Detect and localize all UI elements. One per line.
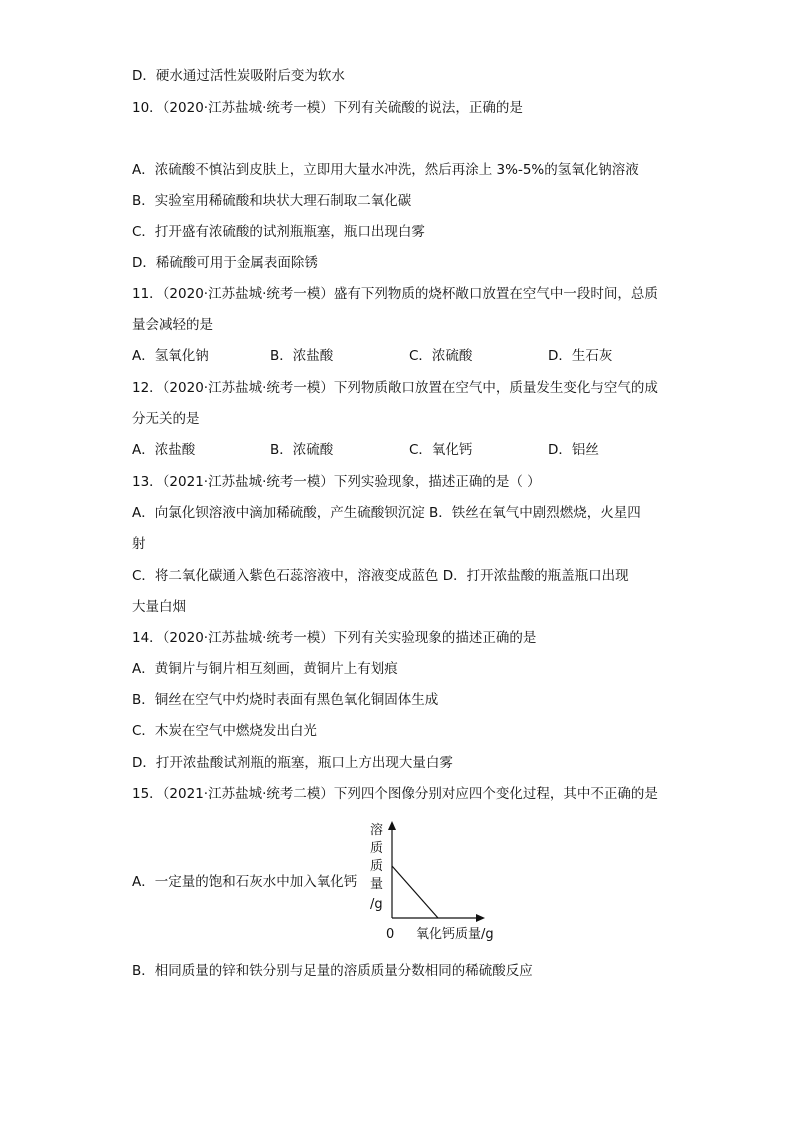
q12-stem-line2: 分无关的是 <box>132 411 200 427</box>
q11-option-b: B．浓盐酸 <box>270 348 334 364</box>
q15-graph-a <box>358 818 508 946</box>
y-label-char-5: /g <box>370 897 383 912</box>
origin-label: 0 <box>386 927 395 942</box>
y-label-char-4: 量 <box>370 877 384 892</box>
q14-option-c: C．木炭在空气中燃烧发出白光 <box>132 723 317 739</box>
q10-stem: 10．（2020·江苏盐城·统考一模）下列有关硫酸的说法，正确的是 <box>132 100 523 116</box>
q13-stem: 13．（2021·江苏盐城·统考一模）下列实验现象，描述正确的是（ ） <box>132 474 541 490</box>
x-axis-arrow-icon <box>476 914 485 922</box>
q11-option-c: C．浓硫酸 <box>409 348 473 364</box>
q12-option-b: B．浓硫酸 <box>270 442 334 458</box>
q12-option-d: D．铝丝 <box>548 442 599 458</box>
y-label-char-2: 质 <box>370 841 384 856</box>
q14-option-b: B．铜丝在空气中灼烧时表面有黑色氧化铜固体生成 <box>132 692 439 708</box>
q11-option-a: A．氢氧化钠 <box>132 348 209 364</box>
q12-stem-line1: 12．（2020·江苏盐城·统考一模）下列物质敞口放置在空气中，质量发生变化与空气的成 <box>132 380 658 396</box>
q15-option-b: B．相同质量的锌和铁分别与足量的溶质质量分数相同的稀硫酸反应 <box>132 963 533 979</box>
q11-stem-line2: 量会减轻的是 <box>132 317 213 333</box>
q12-option-a: A．浓盐酸 <box>132 442 196 458</box>
q14-option-d: D．打开浓盐酸试剂瓶的瓶塞，瓶口上方出现大量白雾 <box>132 755 453 771</box>
q14-stem: 14．（2020·江苏盐城·统考一模）下列有关实验现象的描述正确的是 <box>132 630 537 646</box>
y-label-char-3: 质 <box>370 859 384 874</box>
q11-option-d: D．生石灰 <box>548 348 613 364</box>
q13-options-cd-line1: C．将二氧化碳通入紫色石蕊溶液中，溶液变成蓝色 D．打开浓盐酸的瓶盖瓶口出现 <box>132 568 629 584</box>
q13-options-ab-line1: A．向氯化钡溶液中滴加稀硫酸，产生硫酸钡沉淀 B．铁丝在氧气中剧烈燃烧，火星四 <box>132 505 641 521</box>
q10-option-b: B．实验室用稀硫酸和块状大理石制取二氧化碳 <box>132 193 412 209</box>
q13-options-ab-line2: 射 <box>132 536 146 552</box>
y-axis-arrow-icon <box>388 821 396 830</box>
q15-stem: 15．（2021·江苏盐城·统考二模）下列四个图像分别对应四个变化过程，其中不正确的是 <box>132 786 658 802</box>
q15-option-a: A．一定量的饱和石灰水中加入氧化钙 <box>132 874 358 890</box>
q13-options-cd-line2: 大量白烟 <box>132 599 186 615</box>
q10-option-c: C．打开盛有浓硫酸的试剂瓶瓶塞，瓶口出现白雾 <box>132 224 425 240</box>
y-label-char-1: 溶 <box>370 823 384 838</box>
q14-option-a: A．黄铜片与铜片相互刻画，黄铜片上有划痕 <box>132 661 398 677</box>
x-axis-label: 氧化钙质量/g <box>416 927 494 942</box>
q12-option-c: C．氧化钙 <box>409 442 473 458</box>
q10-option-a: A．浓硫酸不慎沾到皮肤上，立即用大量水冲洗，然后再涂上 3%-5%的氢氧化钠溶液 <box>132 162 639 178</box>
series-line-solute-mass <box>392 866 438 918</box>
q11-stem-line1: 11．（2020·江苏盐城·统考一模）盛有下列物质的烧杯敞口放置在空气中一段时间，总质 <box>132 286 658 302</box>
q9-option-d: D．硬水通过活性炭吸附后变为软水 <box>132 68 345 84</box>
q10-option-d: D．稀硫酸可用于金属表面除锈 <box>132 255 318 271</box>
